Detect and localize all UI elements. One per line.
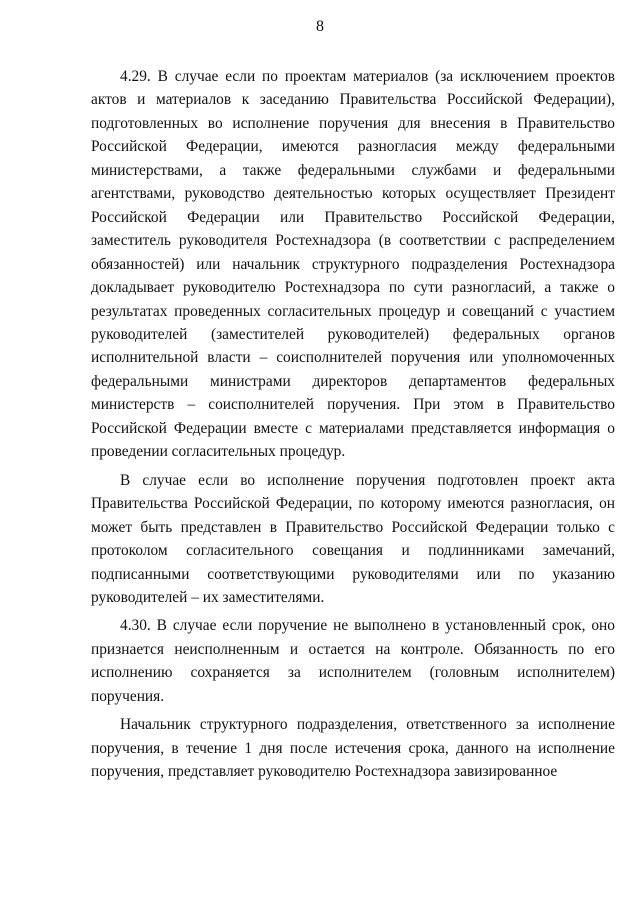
paragraph-4-30: 4.30. В случае если поручение не выполнено в установленный срок, оно признается неисполненным и остается на контроле. Обязанность по его исполнению сохраняется за исполнителем (головным исполнителем) поручения. — [91, 617, 615, 705]
paragraph-4-29: 4.29. В случае если по проектам материалов (за исключением проектов актов и материалов к заседанию Правительства Российской Федерации), подготовленных во исполнение поручения для внесения в Правительство Российской Федерации, имеются разногласия между федеральными министерствами, а также федеральными службами и федеральными агентствами, руководство деятельностью которых осуществляет Президент Российской Федерации или Правительство Российской Федерации, заместитель руководителя Ростехнадзора (в соответствии с распределением обязанностей) или начальник структурного подразделения Ростехнадзора докладывает руководителю Ростехнадзора по сути разногласий, а также о результатах проведенных согласительных процедур и совещаний с участием руководителей (заместителей руководителей) федеральных органов исполнительной власти – соисполнителей поручения или уполномоченных федеральными министрами директоров департаментов федеральных министерств – соисполнителей поручения. При этом в Правительство Российской Федерации вместе с материалами представляется информация о проведении согласительных процедур. — [91, 68, 615, 461]
paragraph-department-head: Начальник структурного подразделения, ответственного за исполнение поручения, в течение 1 дня после истечения срока, данного на исполнение поручения, представляет руководителю Ростехнадзора завизированное — [91, 716, 615, 781]
paragraph-draft-act-disagreements: В случае если во исполнение поручения подготовлен проект акта Правительства Российской Федерации, по которому имеются разногласия, он может быть представлен в Правительство Российской Федерации только с протоколом согласительного совещания и подлинниками замечаний, подписанными соответствующими руководителями или по указанию руководителей – их заместителями. — [91, 471, 615, 606]
page-number: 8 — [316, 18, 324, 35]
document-body — [91, 65, 615, 784]
